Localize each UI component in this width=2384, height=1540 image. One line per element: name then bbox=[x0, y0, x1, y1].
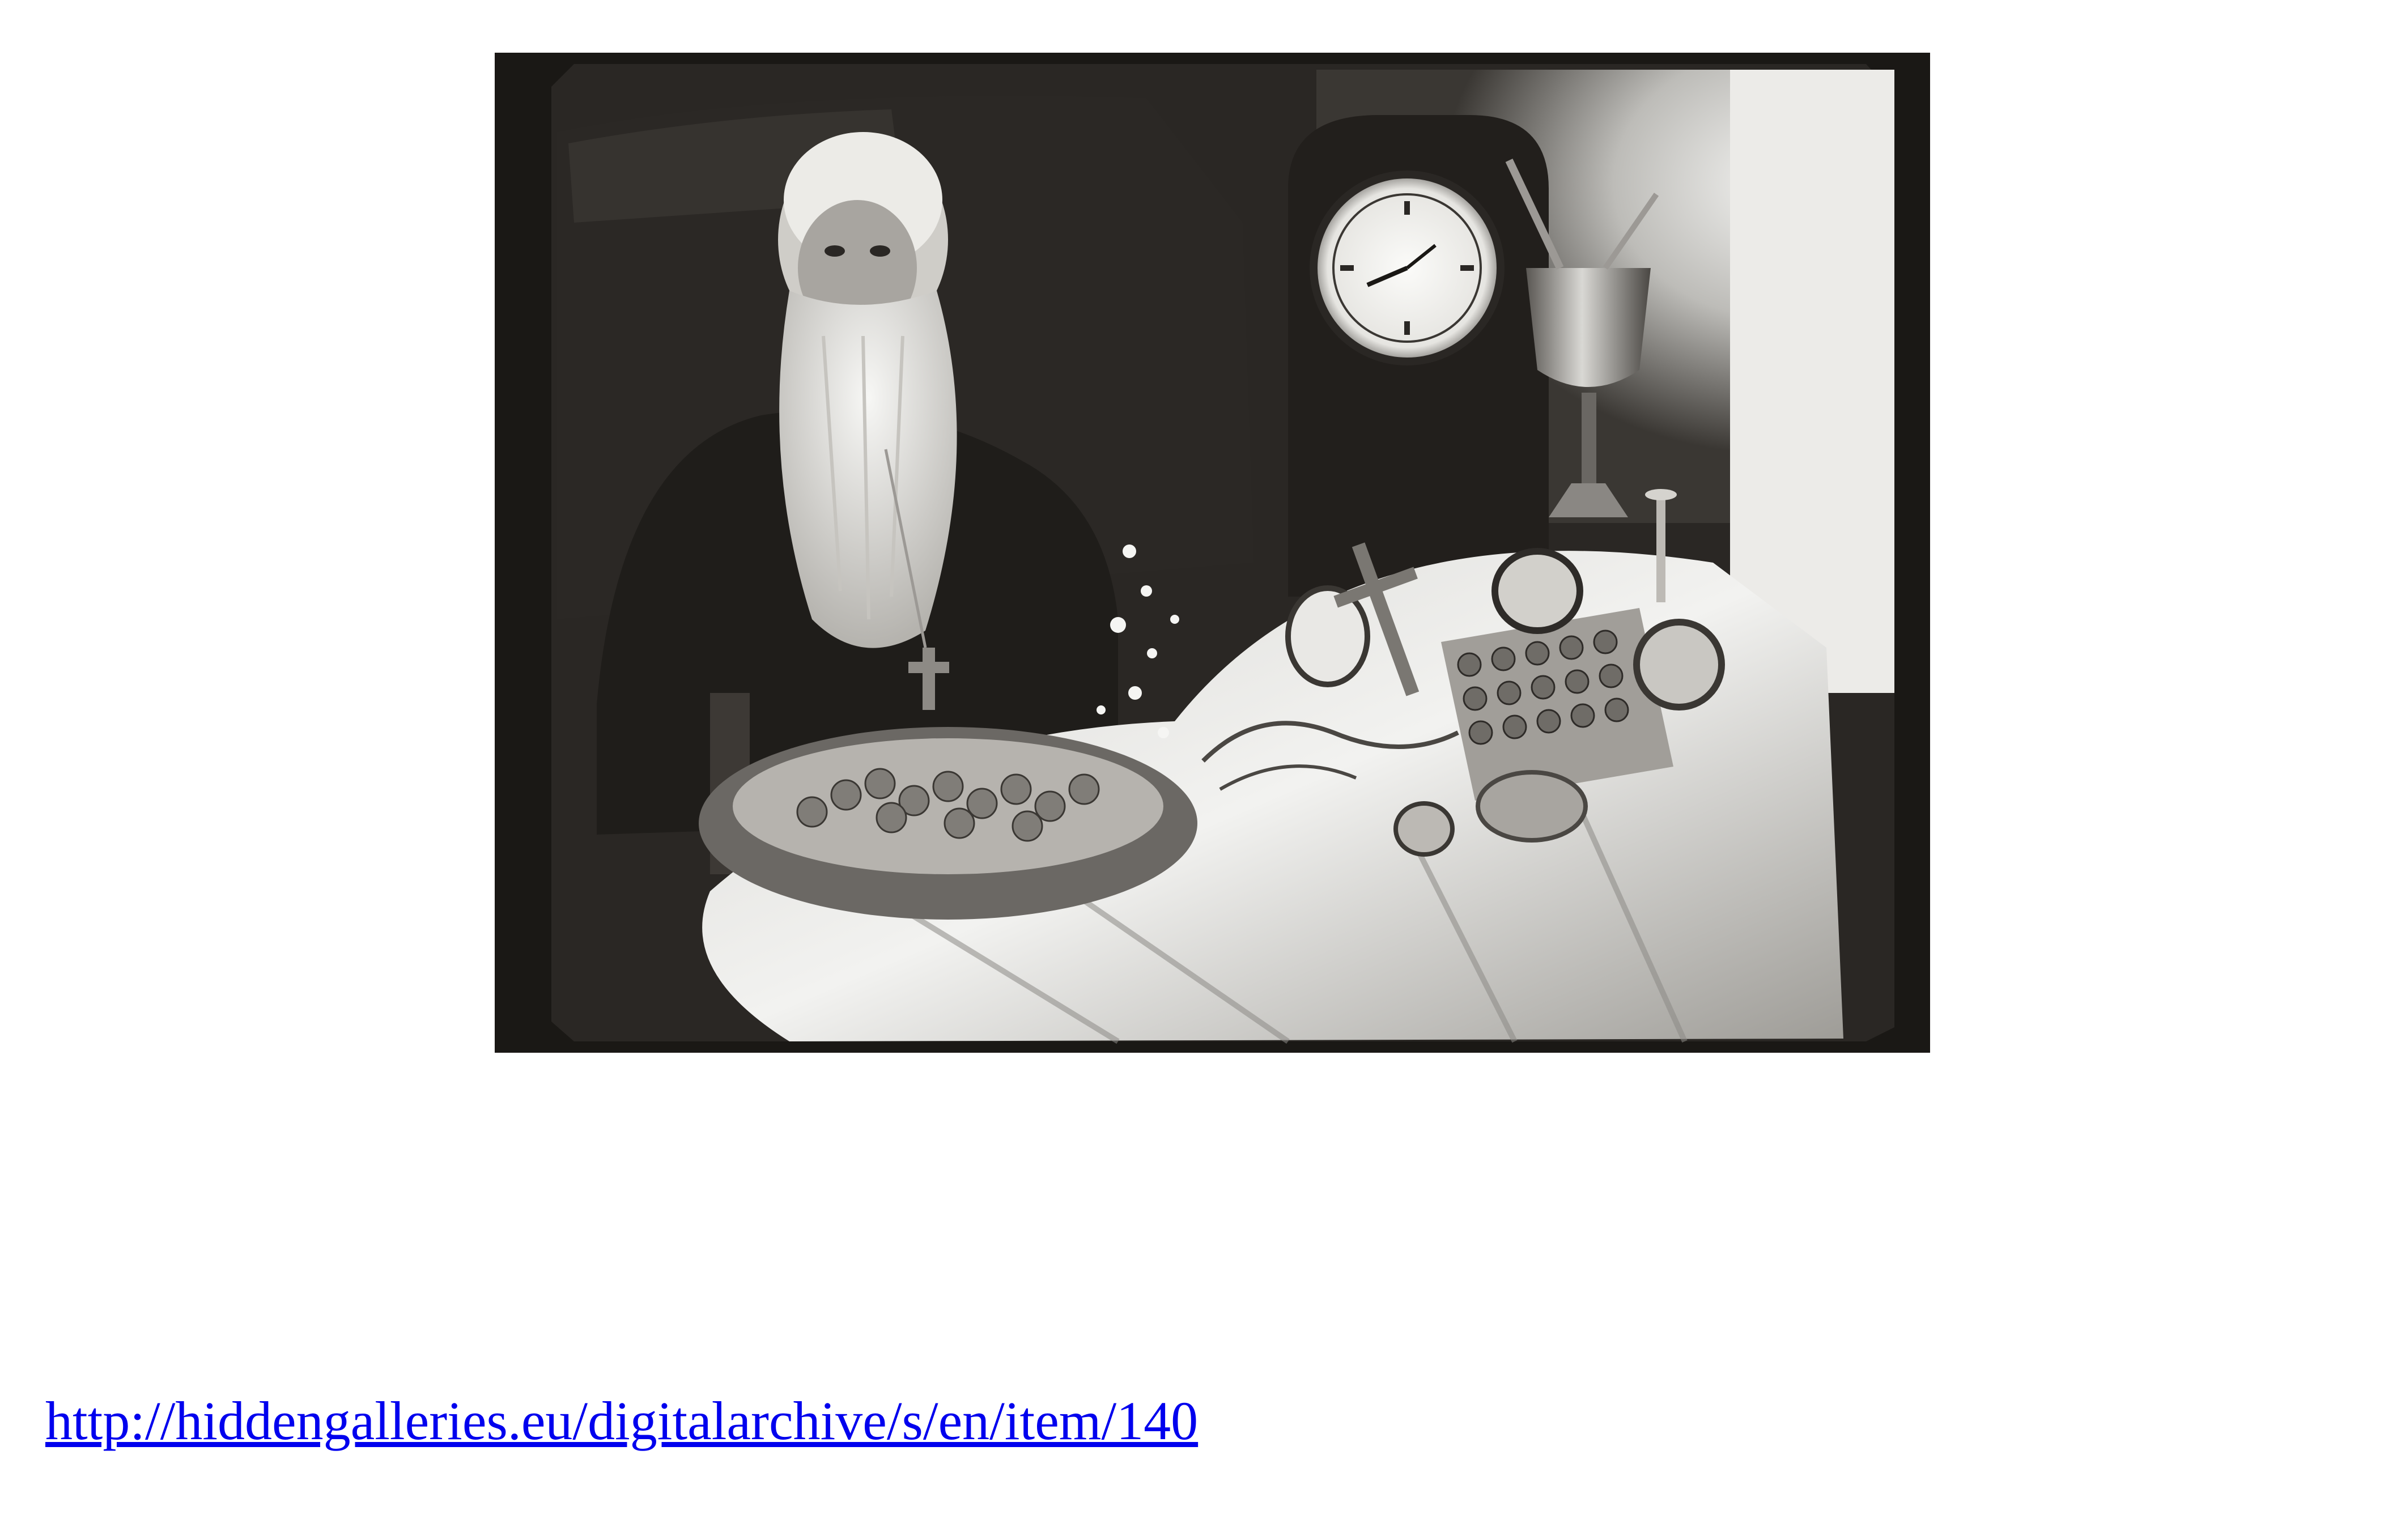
archival-photograph bbox=[495, 53, 1930, 1053]
archive-item-link[interactable]: http://hiddengalleries.eu/digitalarchive/s/en/item/140 bbox=[45, 1390, 1199, 1451]
